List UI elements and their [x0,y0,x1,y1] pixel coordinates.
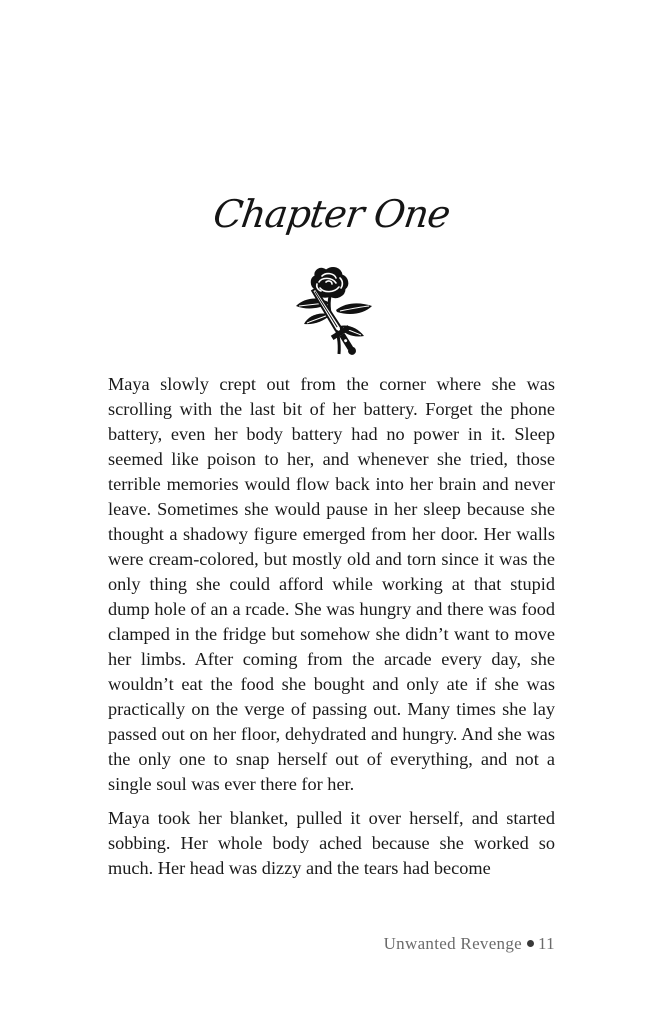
page-number: 11 [538,934,555,953]
chapter-body [108,372,555,890]
paragraph: Maya took her blanket, pulled it over herself, and started sobbing. Her whole body ached because she worked so much. Her head was dizzy and the tears had become [108,808,555,878]
chapter-title: Chapter One [210,192,453,236]
paragraph: Maya slowly crept out from the corner where she was scrolling with the last bit of her battery. Forget the phone battery, even her body battery had no power in it. Sleep seemed like poison to her, and whenever she tried, those terrible memories would flow back into her brain and never leave. Sometimes she would pause in her sleep because she thought a shadowy figure emerged from her door. Her walls were cream-colored, but mostly old and torn since it was the only thing she could afford while working at that stupid dump hole of an a rcade. She was hungry and there was food clamped in the fridge but somehow she didn’t want to move her limbs. After coming from the arcade every day, she wouldn’t eat the food she bought and only ate if she was practically on the verge of passing out. Many times she lay passed out on her floor, dehydrated and hungry. And she was the only one to snap herself out of everything, and not a single soul was ever there for her. [108,374,555,794]
page-footer [384,934,555,954]
bullet-separator [527,940,534,947]
rose-with-dagger-icon [284,262,380,362]
running-title: Unwanted Revenge [383,934,523,953]
